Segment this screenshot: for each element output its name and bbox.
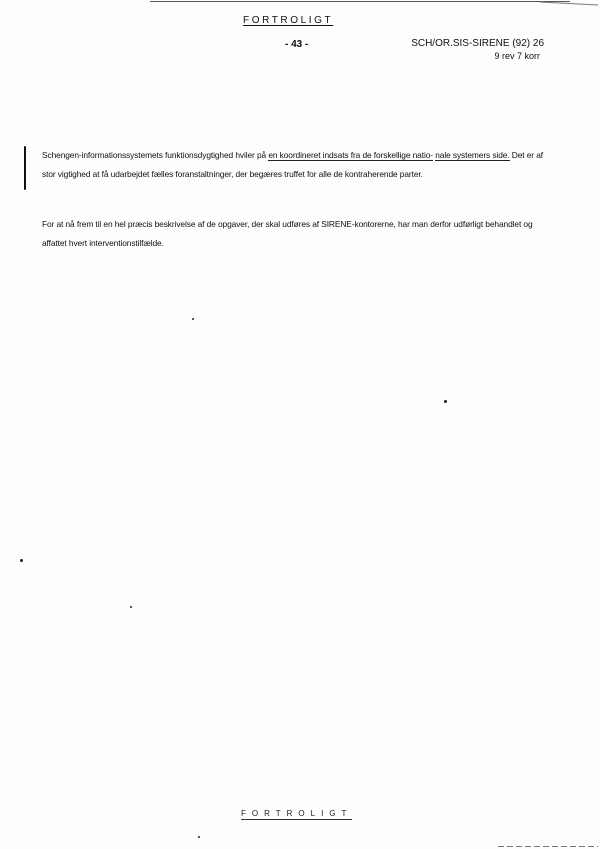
footer-classification: FORTROLIGT	[241, 809, 353, 818]
paragraph-1-part-4: Det er af stor vigtighed at få udarbejdet fælles foranstaltninger, der begæres truffet for alle de kontraherende parter.	[42, 150, 543, 179]
scan-speck	[198, 836, 200, 838]
document-reference	[408, 37, 544, 63]
scan-speck	[20, 559, 23, 562]
paragraph-1-underlined-a: en koordineret indsats fra de forskellige natio-	[268, 150, 433, 160]
reference-line-2: 9 rev 7 korr	[494, 51, 540, 61]
top-rule-right	[540, 1, 598, 5]
change-bar	[24, 146, 26, 190]
paragraph-2: For at nå frem til en hel præcis beskrivelse af de opgaver, der skal udføres af SIRENE-kontorerne, har man derfor udførligt behandlet og affattet hvert interventionstilfælde.	[42, 219, 533, 248]
page-number: - 43 -	[285, 39, 309, 50]
scan-speck	[130, 606, 132, 608]
bottom-rule	[498, 846, 598, 847]
paragraph-1-part-1: Schengen-informationssystemets funktionsdygtighed hviler på	[42, 150, 269, 160]
paragraph-1-underlined-b: nale systemers side.	[435, 150, 510, 160]
scan-speck	[444, 400, 447, 403]
reference-line-1: SCH/OR.SIS-SIRENE (92) 26	[411, 38, 544, 49]
paragraph-1	[42, 146, 550, 184]
top-rule	[150, 1, 570, 2]
scan-speck	[192, 318, 194, 320]
header-classification: FORTROLIGT	[243, 15, 334, 26]
